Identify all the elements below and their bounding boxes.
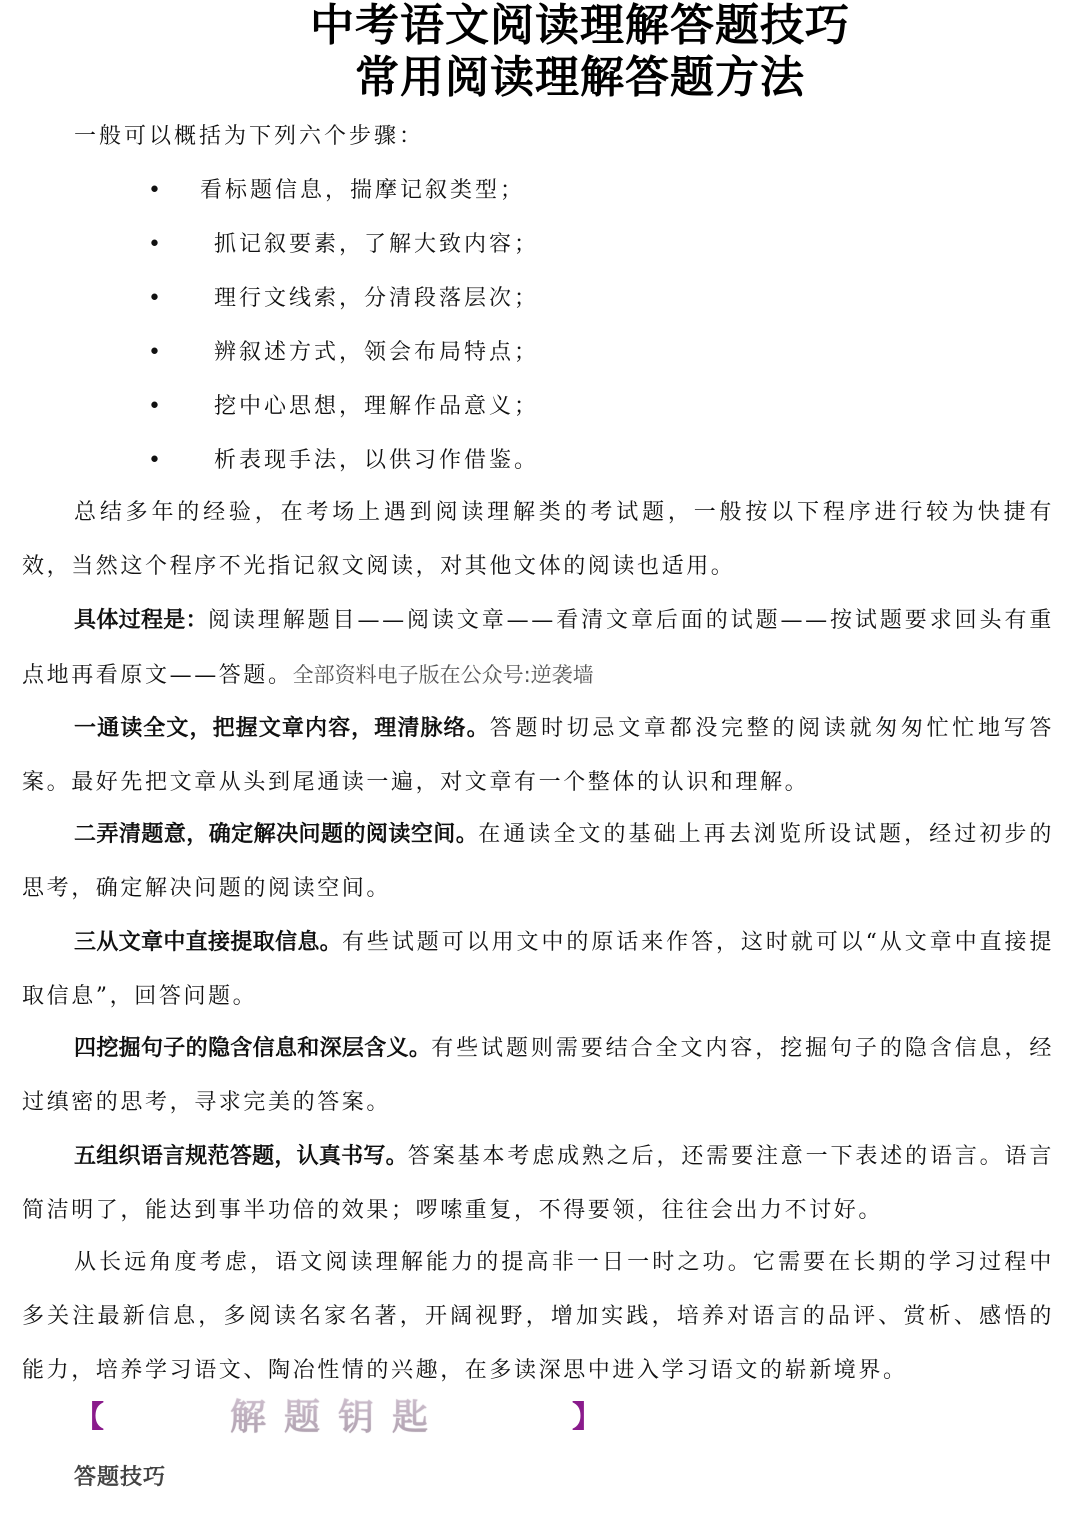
bullet-icon: •: [148, 178, 164, 203]
bullet-icon: •: [148, 286, 164, 311]
step-one-paragraph: [22, 702, 1054, 810]
step-five-text: 答案基本考虑成熟之后，还需要注意一下表述的语言。语言简洁明了，能达到事半功倍的效果；啰嗦重复，不得要领，往往会出力不讨好。: [22, 1144, 1054, 1223]
conclusion-paragraph: 从长远角度考虑，语文阅读理解能力的提高非一日一时之功。它需要在长期的学习过程中多关注最新信息，多阅读名家名著，开阔视野，增加实践，培养对语言的品评、赏析、感悟的能力，培养学习语文、陶冶性情的兴趣，在多读深思中进入学习语文的崭新境界。: [22, 1250, 1054, 1383]
bullet-icon: •: [148, 232, 164, 257]
page-title: 中考语文阅读理解答题技巧: [310, 0, 850, 51]
list-item: [0, 392, 700, 446]
step-text: 析表现手法，以供习作借鉴。: [214, 448, 540, 473]
process-paragraph: [22, 594, 1054, 703]
page-subtitle: 常用阅读理解答题方法: [355, 52, 805, 103]
step-four-heading: 四挖掘句子的隐含信息和深层含义。: [74, 1036, 432, 1061]
bullet-icon: •: [148, 394, 164, 419]
summary-paragraph: 总结多年的经验，在考场上遇到阅读理解类的考试题，一般按以下程序进行较为快捷有效，当然这个程序不光指记叙文阅读，对其他文体的阅读也适用。: [22, 500, 1054, 579]
step-three-heading: 三从文章中直接提取信息。: [74, 930, 342, 955]
bullet-icon: •: [148, 448, 164, 473]
banner-right-bracket: 】: [572, 1400, 602, 1435]
step-text: 抓记叙要素，了解大致内容；: [214, 232, 540, 257]
process-text: 阅读理解题目——阅读文章——看清文章后面的试题——按试题要求回头有重点地再看原文——答题。: [22, 608, 1054, 688]
section-heading: 答题技巧: [74, 1465, 167, 1490]
step-five-heading: 五组织语言规范答题，认真书写。: [74, 1144, 408, 1169]
process-heading: 具体过程是：: [74, 608, 208, 633]
bullet-icon: •: [148, 340, 164, 365]
step-one-heading: 一通读全文，把握文章内容，理清脉络。: [74, 716, 490, 741]
step-text: 挖中心思想，理解作品意义；: [214, 394, 540, 419]
step-four-text: 有些试题则需要结合全文内容，挖掘句子的隐含信息，经过缜密的思考，寻求完美的答案。: [22, 1036, 1054, 1115]
list-item: [0, 230, 700, 284]
step-five-paragraph: [22, 1130, 1054, 1238]
step-three-text: 有些试题可以用文中的原话来作答，这时就可以“从文章中直接提取信息”，回答问题。: [22, 930, 1054, 1009]
step-two-paragraph: [22, 808, 1054, 916]
step-two-heading: 二弄清题意，确定解决问题的阅读空间。: [74, 822, 479, 847]
step-one-text: 答题时切忌文章都没完整的阅读就匆匆忙忙地写答案。最好先把文章从头到尾通读一遍，对文章有一个整体的认识和理解。: [22, 716, 1054, 795]
step-text: 理行文线索，分清段落层次；: [214, 286, 540, 311]
step-four-paragraph: [22, 1022, 1054, 1130]
list-item: [0, 176, 700, 230]
watermark-text: 全部资料电子版在公众号:逆袭墙: [292, 663, 594, 687]
banner-key-heading: [74, 1394, 602, 1438]
steps-list: [0, 176, 700, 500]
list-item: [0, 338, 700, 392]
step-two-text: 在通读全文的基础上再去浏览所设试题，经过初步的思考，确定解决问题的阅读空间。: [22, 822, 1054, 901]
banner-text: 解题钥匙: [104, 1389, 572, 1440]
list-item: [0, 284, 700, 338]
step-text: 看标题信息，揣摩记叙类型；: [200, 178, 526, 203]
banner-left-bracket: 【: [74, 1400, 104, 1435]
step-text: 辨叙述方式，领会布局特点；: [214, 340, 540, 365]
intro-text: 一般可以概括为下列六个步骤：: [74, 124, 425, 149]
step-three-paragraph: [22, 916, 1054, 1024]
